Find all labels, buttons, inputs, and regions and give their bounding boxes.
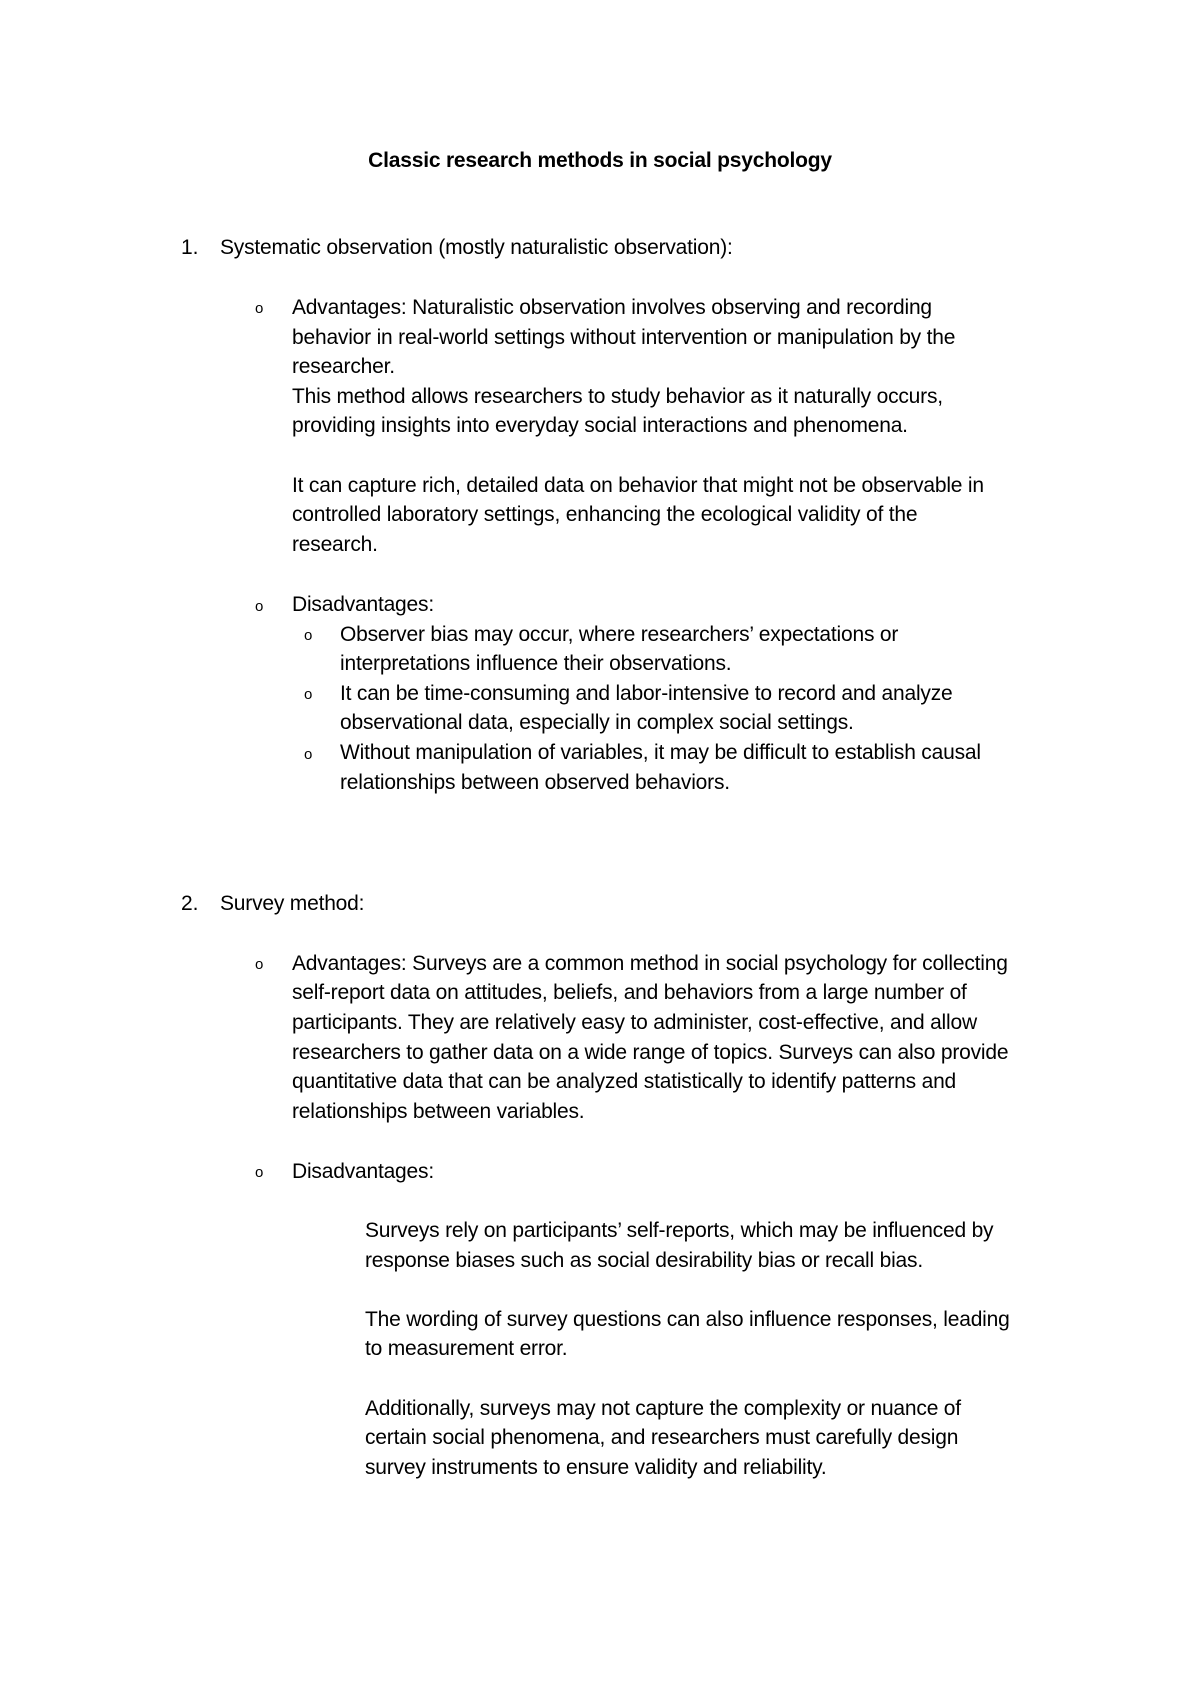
sub-item-line: relationships between observed behaviors. [340,771,730,794]
sub-item-line: interpretations influence their observations. [340,652,732,675]
sub-item-line: observational data, especially in complex social settings. [340,711,854,734]
paragraph-line: Additionally, surveys may not capture the complexity or nuance of [365,1397,961,1420]
sub-bullet: o [304,686,313,703]
section-2-advantages-line: quantitative data that can be analyzed statistically to identify patterns and [292,1070,957,1093]
sub-item-line: Observer bias may occur, where researchers’ expectations or [340,623,899,646]
section-1-disadvantages-label: Disadvantages: [292,593,434,616]
section-2-number: 2. [181,892,199,915]
section-2-disadvantages-bullet: o [255,1164,264,1181]
paragraph-line: to measurement error. [365,1337,568,1360]
section-1-advantages-line: behavior in real-world settings without intervention or manipulation by the [292,326,956,349]
section-2-heading: Survey method: [220,892,365,915]
section-1-advantages-line: controlled laboratory settings, enhancing the ecological validity of the [292,503,918,526]
section-1-advantages-line: Advantages: Naturalistic observation involves observing and recording [292,296,932,319]
sub-item-line: It can be time-consuming and labor-intensive to record and analyze [340,682,953,705]
paragraph-line: Surveys rely on participants’ self-reports, which may be influenced by [365,1219,994,1242]
document-title: Classic research methods in social psychology [368,149,832,172]
section-2-advantages-line: self-report data on attitudes, beliefs, and behaviors from a large number of [292,981,967,1004]
paragraph-line: The wording of survey questions can also influence responses, leading [365,1308,1010,1331]
paragraph-line: certain social phenomena, and researchers must carefully design [365,1426,959,1449]
paragraph-line: survey instruments to ensure validity and reliability. [365,1456,827,1479]
section-1-number: 1. [181,236,199,259]
section-1-disadvantages-bullet: o [255,598,264,615]
section-1-advantages-line: research. [292,533,378,556]
section-2-disadvantages-label: Disadvantages: [292,1160,434,1183]
section-2-advantages-line: Advantages: Surveys are a common method in social psychology for collecting [292,952,1008,975]
section-2-advantages-line: participants. They are relatively easy to administer, cost-effective, and allow [292,1011,977,1034]
section-2-advantages-line: relationships between variables. [292,1100,585,1123]
section-1-advantages-line: This method allows researchers to study behavior as it naturally occurs, [292,385,943,408]
section-1-advantages-line: It can capture rich, detailed data on behavior that might not be observable in [292,474,984,497]
section-1-advantages-line: researcher. [292,355,395,378]
sub-bullet: o [304,627,313,644]
paragraph-line: response biases such as social desirability bias or recall bias. [365,1249,923,1272]
sub-bullet: o [304,746,313,763]
section-2-advantages-line: researchers to gather data on a wide range of topics. Surveys can also provide [292,1041,1009,1064]
section-2-advantages-bullet: o [255,956,264,973]
sub-item-line: Without manipulation of variables, it may be difficult to establish causal [340,741,981,764]
section-1-advantages-bullet: o [255,300,264,317]
section-1-advantages-line: providing insights into everyday social interactions and phenomena. [292,414,908,437]
section-1-heading: Systematic observation (mostly naturalistic observation): [220,236,733,259]
